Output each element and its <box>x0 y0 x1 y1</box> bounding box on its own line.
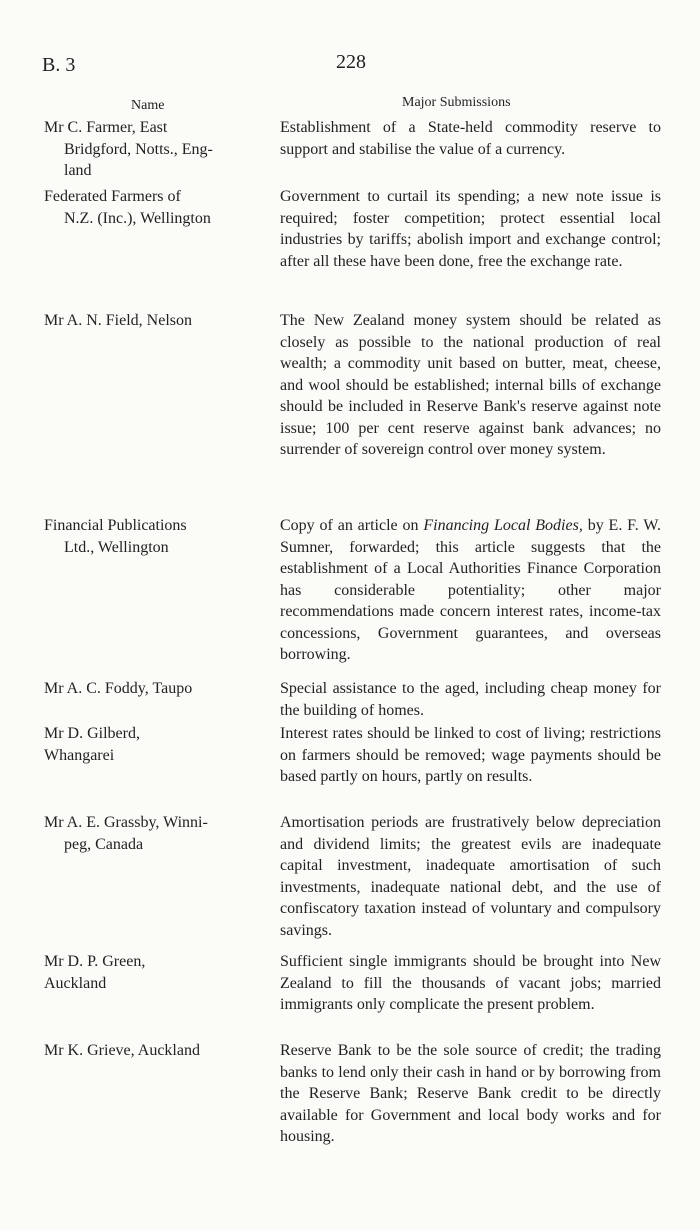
column-header-submissions: Major Submissions <box>402 95 511 110</box>
entry-name: Financial Publications Ltd., Wellington <box>44 517 187 556</box>
entry-submission: Special assistance to the aged, including cheap money for the building of homes. <box>280 680 661 719</box>
entry-name: Mr D. Gilberd, Whangarei <box>44 725 140 764</box>
page-number: 228 <box>336 51 366 73</box>
entry-name: Mr K. Grieve, Auckland <box>44 1042 200 1059</box>
entry-submission: Interest rates should be linked to cost of living; restrictions on farmers should be removed; wage payments should be based partly on hours, partly on results. <box>280 725 661 785</box>
entry-submission: The New Zealand money system should be related as closely as possible to the national production of real wealth; a commodity unit based on butter, meat, cheese, and wool should be established; internal bills of exchange should be included in Reserve Bank's reserve against note issue; 100 per cent reserve against bank advances; no surrender of sovereign control over money system. <box>280 312 661 458</box>
entry-name: Federated Farmers of N.Z. (Inc.), Wellington <box>44 188 211 227</box>
entry-submission: Sufficient single immigrants should be brought into New Zealand to fill the thousands of vacant jobs; married immigrants only complicate the present problem. <box>280 953 661 1013</box>
entry-name: Mr A. N. Field, Nelson <box>44 312 192 329</box>
entry-name: Mr A. C. Foddy, Taupo <box>44 680 193 697</box>
article-title: Financing Local Bodies, <box>423 517 583 534</box>
entry-name: Mr A. E. Grassby, Winni- peg, Canada <box>44 814 208 853</box>
column-header-name: Name <box>131 98 165 113</box>
entry-submission: Copy of an article on Financing Local Bodies, by E. F. W. Sumner, forwarded; this article suggests that the establishment of a Local Authorities Finance Corporation has considerable potentiality; other major recommendations made concern interest rates, income-tax concessions, Government guarantees, and overseas borrowing. <box>280 517 662 663</box>
entry-submission: Reserve Bank to be the sole source of credit; the trading banks to lend only their cash in hand or by borrowing from the Reserve Bank; Reserve Bank credit to be directly available for Government and local body works and for housing. <box>280 1042 661 1145</box>
entry-name: Mr C. Farmer, East Bridgford, Notts., Eng- land <box>44 119 213 179</box>
entry-submission: Establishment of a State-held commodity reserve to support and stabilise the value of a currency. <box>280 119 661 158</box>
entry-submission: Government to curtail its spending; a new note issue is required; foster competition; protect essential local industries by tariffs; abolish import and exchange control; after all these have been done, free the exchange rate. <box>280 188 661 270</box>
entry-name: Mr D. P. Green, Auckland <box>44 953 146 992</box>
section-code: B. 3 <box>42 54 76 76</box>
entry-submission: Amortisation periods are frustratively below depreciation and dividend limits; the greatest evils are inadequate capital investment, inadequate amortisation of such investments, inadequate national debt, and the use of confiscatory taxation instead of voluntary and compulsory savings. <box>280 814 661 939</box>
